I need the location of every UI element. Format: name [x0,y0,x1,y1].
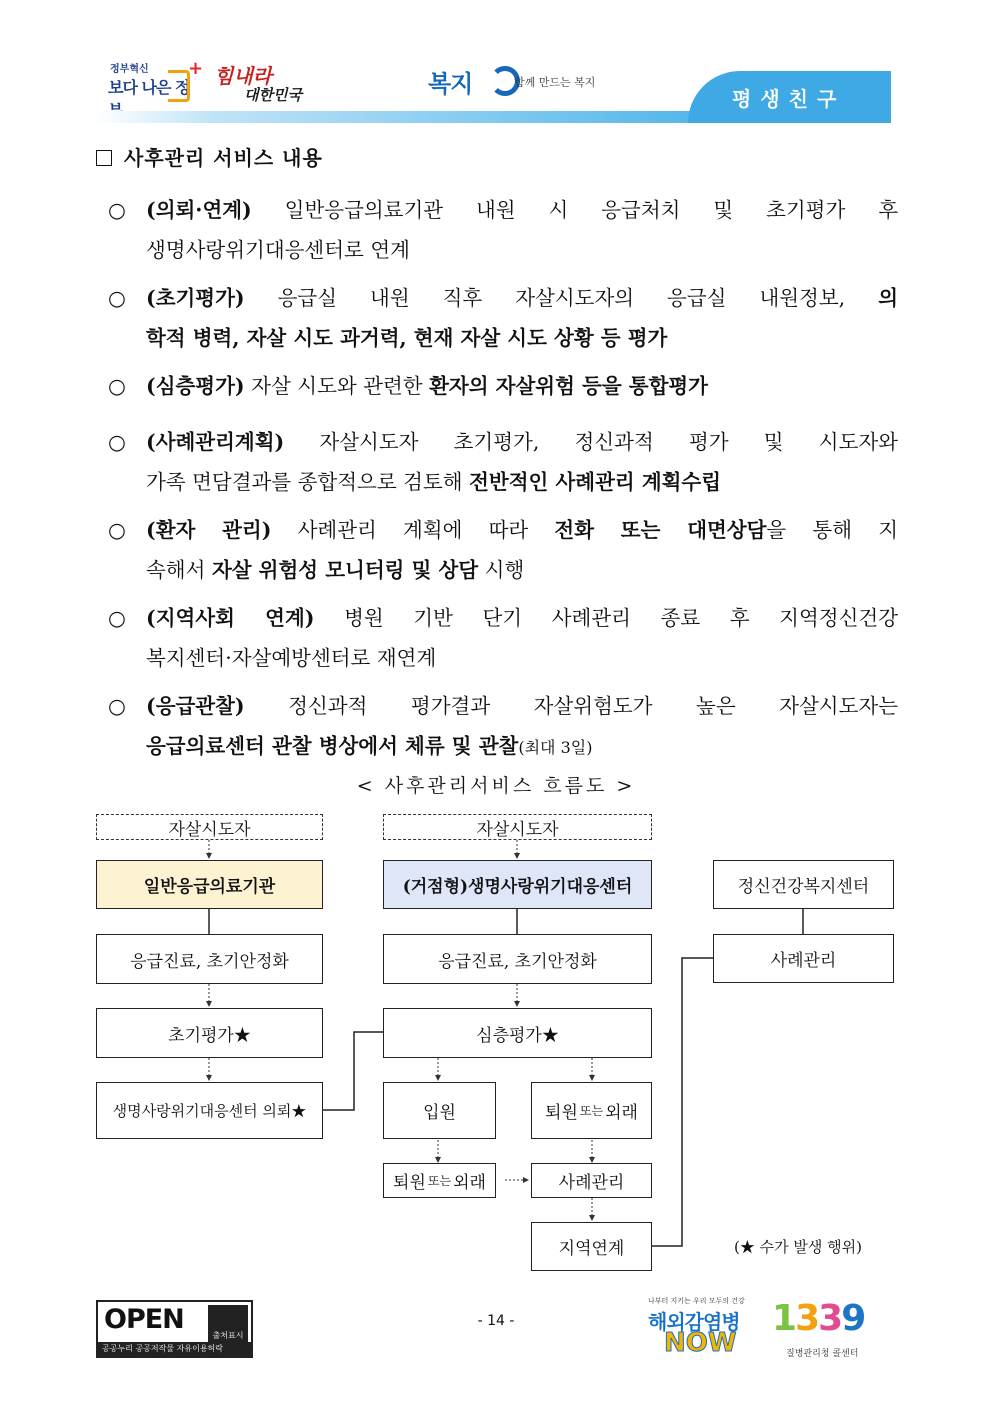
text-run: 일반응급의료기관 내원 시 응급처치 및 초기평가 후 [251,198,898,222]
list-item-text [146,422,898,502]
now-logo-tagline: 나부터 지키는 우리 모두의 건강 [648,1297,745,1305]
list-item [108,190,898,270]
text-line [146,366,898,406]
flow-discharge-word: 퇴원 [393,1173,426,1193]
bold-text-run: 전화 또는 대면상담 [554,518,767,542]
digit: 3 [818,1298,842,1339]
page-number: - 14 - [477,1313,515,1329]
bold-text-run: 응급의료센터 관찰 병상에서 체류 및 관찰 [146,734,519,758]
flow-mid-start: 자살시도자 [383,814,652,840]
flow-right-org: 정신건강복지센터 [713,860,894,909]
digit: 1 [772,1298,796,1339]
bold-text-run: (환자 관리) [146,518,272,542]
circle-bullet-icon: ○ [108,694,126,718]
attribution-badge-label: 출처표시 [212,1331,244,1340]
flow-mid-case: 사례관리 [531,1163,652,1198]
text-run: 응급실 내원 직후 자살시도자의 응급실 내원정보, [244,286,879,310]
flow-mid-after-admit [383,1163,496,1198]
call-center-1339-logo [772,1298,882,1362]
gov-logo-bracket-icon [168,70,190,102]
list-item-text [146,686,898,768]
bold-text-run: 자살 위험성 모니터링 및 상담 [211,558,479,582]
list-item [108,366,898,406]
text-run: 생명사랑위기대응센터로 연계 [146,238,410,262]
list-item [108,686,898,766]
bold-text-run: 의 [878,286,898,310]
text-line [146,422,898,462]
flow-right-case: 사례관리 [713,934,894,983]
checkbox-square-icon [96,150,112,166]
government-innovation-logo [108,58,202,104]
flow-left-start: 자살시도자 [96,814,323,840]
list-item-text [146,510,898,590]
list-item-text [146,598,898,678]
flow-mid-link: 지역연계 [531,1222,652,1271]
circle-bullet-icon: ○ [108,374,126,398]
bold-text-run: (의뢰·연계) [146,198,252,222]
text-run: 사례관리 계획에 따라 [271,518,555,542]
digit: 9 [841,1298,865,1339]
flow-mid-org: (거점형)생명사랑위기대응센터 [383,860,652,909]
flow-mid-eval: 심층평가★ [383,1008,652,1058]
list-item [108,598,898,678]
header-gradient-bar [95,111,695,123]
now-logo-line1: 해외감염병 [648,1310,740,1334]
text-run: 가족 면담결과를 종합적으로 검토해 [146,470,470,494]
section-title [96,142,323,171]
flow-or-word: 또는 [579,1104,604,1118]
circle-bullet-icon: ○ [108,430,126,454]
flow-left-eval: 초기평가★ [96,1008,323,1058]
text-line [146,462,898,502]
call-center-number [772,1298,864,1339]
gov-logo-plus-icon: + [188,58,204,79]
circle-bullet-icon: ○ [108,606,126,630]
bold-text-run: (사례관리계획) [146,430,285,454]
text-line [146,190,898,230]
header-tab [688,71,891,123]
text-line [146,278,898,318]
call-center-caption: 질병관리청 콜센터 [786,1349,859,1359]
bold-text-run: (지역사회 연계) [146,606,315,630]
bold-text-run: (응급관찰) [146,694,245,718]
text-run: (최대 3일) [518,738,593,757]
text-line [146,598,898,638]
flow-left-org: 일반응급의료기관 [96,860,323,909]
bold-text-run: 전반적인 사례관리 계획수립 [469,470,722,494]
himnaera-logo [214,60,306,110]
kogl-open-logo [96,1300,253,1358]
header-tab-title: 평생친구 [732,87,846,111]
list-item-text [146,366,898,406]
section-title-text: 사후관리 서비스 내용 [124,146,323,170]
text-run: 속해서 [146,558,212,582]
flow-left-care: 응급진료, 초기안정화 [96,934,323,984]
circle-bullet-icon: ○ [108,286,126,310]
flowchart-title: < 사후관리서비스 흐름도 > [356,775,636,797]
bold-text-run: (초기평가) [146,286,245,310]
text-run: 복지센터·자살예방센터로 재연계 [146,646,437,670]
gov-logo-line1: 정부혁신 [110,64,149,75]
open-logo-caption: 공공누리 공공저작물 자유이용허락 [98,1342,251,1356]
text-line [146,686,898,726]
list-item-text [146,278,898,358]
flow-mid-discharge [531,1082,652,1139]
flow-outpatient-word: 외래 [453,1173,486,1193]
list-item [108,422,898,502]
overseas-disease-now-logo [648,1296,752,1360]
flow-mid-admit: 입원 [383,1082,496,1139]
bold-text-run: 환자의 자살위험 등을 통합평가 [429,374,708,398]
flow-outpatient-word: 외래 [605,1103,638,1123]
text-run: 자살시도자 초기평가, 정신과적 평가 및 시도자와 [284,430,898,454]
text-line [146,550,898,590]
bold-text-run: 학적 병력, 자살 시도 과거력, 현재 자살 시도 상황 등 평가 [146,326,668,350]
circle-bullet-icon: ○ [108,198,126,222]
bold-text-run: (심층평가) [146,374,245,398]
text-run: 정신과적 평가결과 자살위험도가 높은 자살시도자는 [244,694,898,718]
fee-note: (★ 수가 발생 행위) [734,1238,862,1256]
text-line [146,510,898,550]
bokji-logo-text: 복지 [428,70,473,98]
list-item [108,278,898,358]
open-logo-text: OPEN [104,1304,184,1335]
text-run: 을 통해 지 [766,518,898,542]
flow-left-refer: 생명사랑위기대응센터 의뢰★ [96,1082,323,1139]
him-logo-line1: 힘내라 [214,64,272,88]
text-line [146,726,898,768]
page-header [0,0,992,130]
flow-discharge-word: 퇴원 [545,1103,578,1123]
him-logo-line2: 대한민국 [244,86,302,104]
text-line [146,230,898,270]
text-run: 병원 기반 단기 사례관리 종료 후 지역정신건강 [314,606,898,630]
list-item [108,510,898,590]
circle-bullet-icon: ○ [108,518,126,542]
digit: 3 [795,1298,819,1339]
text-run: 시행 [478,558,525,582]
list-item-text [146,190,898,270]
flow-or-word: 또는 [427,1174,452,1188]
now-logo-line2: NOW [664,1328,737,1358]
flow-mid-care: 응급진료, 초기안정화 [383,934,652,984]
bokji-slogan: 함께 만드는 복지 [514,76,596,89]
gov-logo-line2: 보다 나은 정 [108,78,190,97]
text-line [146,318,898,358]
text-run: 자살 시도와 관련한 [244,374,430,398]
text-line [146,638,898,678]
